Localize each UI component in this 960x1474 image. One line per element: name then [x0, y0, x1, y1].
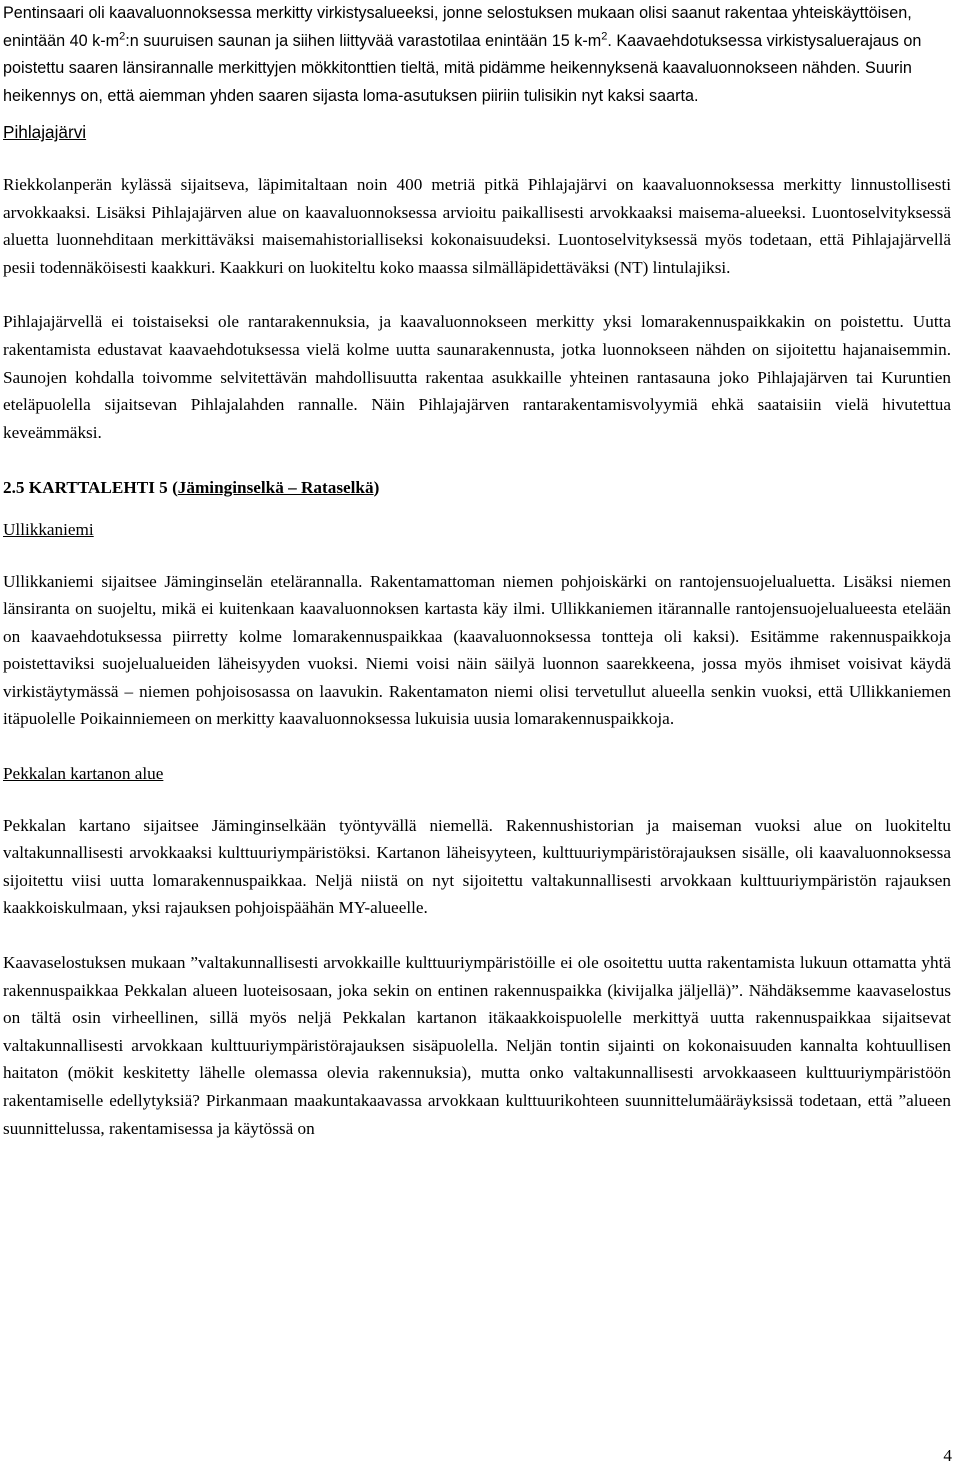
paragraph: Kaavaselostuksen mukaan ”valtakunnallisesti arvokkaille kulttuuriympäristöille ei ole osoitettu uutta rakentamista lukuun ottamatta yhtä rakennuspaikkaa Pekkalan alueen luoteisosaan, joka sekin on entinen rakennuspaikka (kivijalka jäljellä)”. Nähdäksemme kaavaselostus on tältä osin virheellinen, sillä myös neljä Pekkalan kartanon itäkaakkoispuolelle merkittyä uutta rakennuspaikkaa sijaitsevat valtakunnallisesti arvokkaan kulttuuriympäristörajauksen sisäpuolella. Neljän tontin sijainti on kokonaisuuden kannalta kohtuullisen haitaton (mökit keskitetty lähelle olemassa olevia rakennuksia), mutta onko valtakunnallisesti arvokkaaseen kulttuuriympäristöön rakentamiselle edellytyksiä? Pirkanmaan maakuntakaavassa arvokkaan kulttuurikohteen suunnittelumääräyksissä todetaan, että ”alueen suunnittelussa, rakentamisessa ja käytössä on: [3, 953, 951, 1138]
subheading-pekkala: Pekkalan kartanon alue: [3, 764, 164, 784]
superscript: 2: [601, 30, 608, 43]
intro-text-1: Pentinsaari oli kaavaluonnoksessa merkitty virkistysalueeksi, jonne selostuksen mukaan olisi saanut rakentaa yhteiskäyttöisen, enintään 40 k-m: [3, 4, 912, 50]
page-number: 4: [943, 1446, 952, 1465]
section-heading: [3, 474, 951, 502]
superscript: 2: [119, 30, 126, 43]
section-heading-underlined: Jäminginselkä – Rataselkä: [177, 478, 374, 498]
paragraph: Pekkalan kartano sijaitsee Jäminginselkään työntyvällä niemellä. Rakennushistorian ja maiseman vuoksi alue on luokiteltu valtakunnallisesti arvokkaaksi kulttuuriympäristöksi. Kartanon läheisyyteen, kulttuuriympäristörajauksen sisälle, oli kaavaluonnoksessa sijoitettu viisi uutta lomarakennuspaikkaa. Neljä niistä on nyt sijoitettu valtakunnallisesti arvokkaan kulttuuriympäristön rajauksen kaakkoiskulmaan, yksi rajauksen pohjoispäähän MY-alueelle.: [3, 815, 951, 918]
paragraph: Riekkolanperän kylässä sijaitseva, läpimitaltaan noin 400 metriä pitkä Pihlajajärvi on kaavaluonnoksessa merkitty linnustollisesti arvokkaaksi. Lisäksi Pihlajajärven alue on kaavaluonnoksessa arvioitu paikallisesti arvokkaaksi maisema-alueeksi. Luontoselvityksessä aluetta luonnehditaan merkittäväksi maisemahistorialliseksi kokonaisuudeksi. Luontoselvityksessä myös todetaan, että Pihlajajärvellä pesii todennäköisesti kaakkuri. Kaakkuri on luokiteltu koko maassa silmälläpidettäväksi (NT) lintulajiksi.: [3, 174, 951, 277]
section-heading-suffix: ): [373, 478, 380, 498]
document-page: [3, 0, 951, 1142]
paragraph: Ullikkaniemi sijaitsee Jäminginselän etelärannalla. Rakentamattoman niemen pohjoiskärki on rantojensuojelualuetta. Lisäksi niemen länsiranta on suojeltu, mikä ei kuitenkaan kaavaluonnoksen kartasta käy ilmi. Ullikkaniemen itärannalle rantojensuojelualueesta etelään on kaavaehdotuksessa piirretty kolme lomarakennuspaikkaa (kaavaluonnoksessa tontteja oli kaksi). Esitämme rakennuspaikkoja poistettaviksi suojelualueiden läheisyyden vuoksi. Niemi voisi näin säilyä luonnon saarekkeena, jossa myös ihmiset voisivat käydä virkistäytymässä – niemen pohjoisosassa on laavukin. Rakentamaton niemi olisi tervetullut alueella senkin vuoksi, että Ullikkaniemen itäpuolelle Poikainniemeen on merkitty kaavaluonnoksessa lukuisia uusia lomarakennuspaikkoja.: [3, 571, 951, 729]
subheading-pihlajajarvi: Pihlajajärvi: [3, 122, 87, 143]
intro-text-3: . Kaavaehdotuksessa virkistysaluerajaus on poistettu saaren länsirannalle merkittyjen mökkitonttien tieltä, mitä pidämme heikennyksenä kaavaluonnokseen nähden. Suurin heikennys on, että aiemman yhden saaren sijasta loma-asutuksen piiriin tulisikin nyt kaksi saarta.: [3, 31, 922, 105]
section-heading-prefix: 2.5 KARTTALEHTI 5 (: [3, 478, 178, 498]
paragraph: Pihlajajärvellä ei toistaiseksi ole rantarakennuksia, ja kaavaluonnokseen merkitty yksi lomarakennuspaikkakin on poistettu. Uutta rakentamista edustavat kaavaehdotuksessa vielä kolme uutta saunarakennusta, jotka luonnokseen nähden on sijoitettu hajanaisemmin. Saunojen kohdalla toivomme selvitettävän mahdollisuutta rakentaa asukkaille yhteinen rantasauna joko Pihlajajärven tai Kuruntien eteläpuolella sijaitsevan Pihlajalahden rannalle. Näin Pihlajajärven rantarakentamisvolyymiä ehkä saataisiin vielä hivutettua keveämmäksi.: [3, 312, 951, 442]
intro-text-2: :n suuruisen saunan ja siihen liittyvää varastotilaa enintään 15 k-m: [125, 31, 602, 50]
subheading-ullikkaniemi: Ullikkaniemi: [3, 519, 94, 539]
intro-paragraph: [3, 0, 951, 110]
